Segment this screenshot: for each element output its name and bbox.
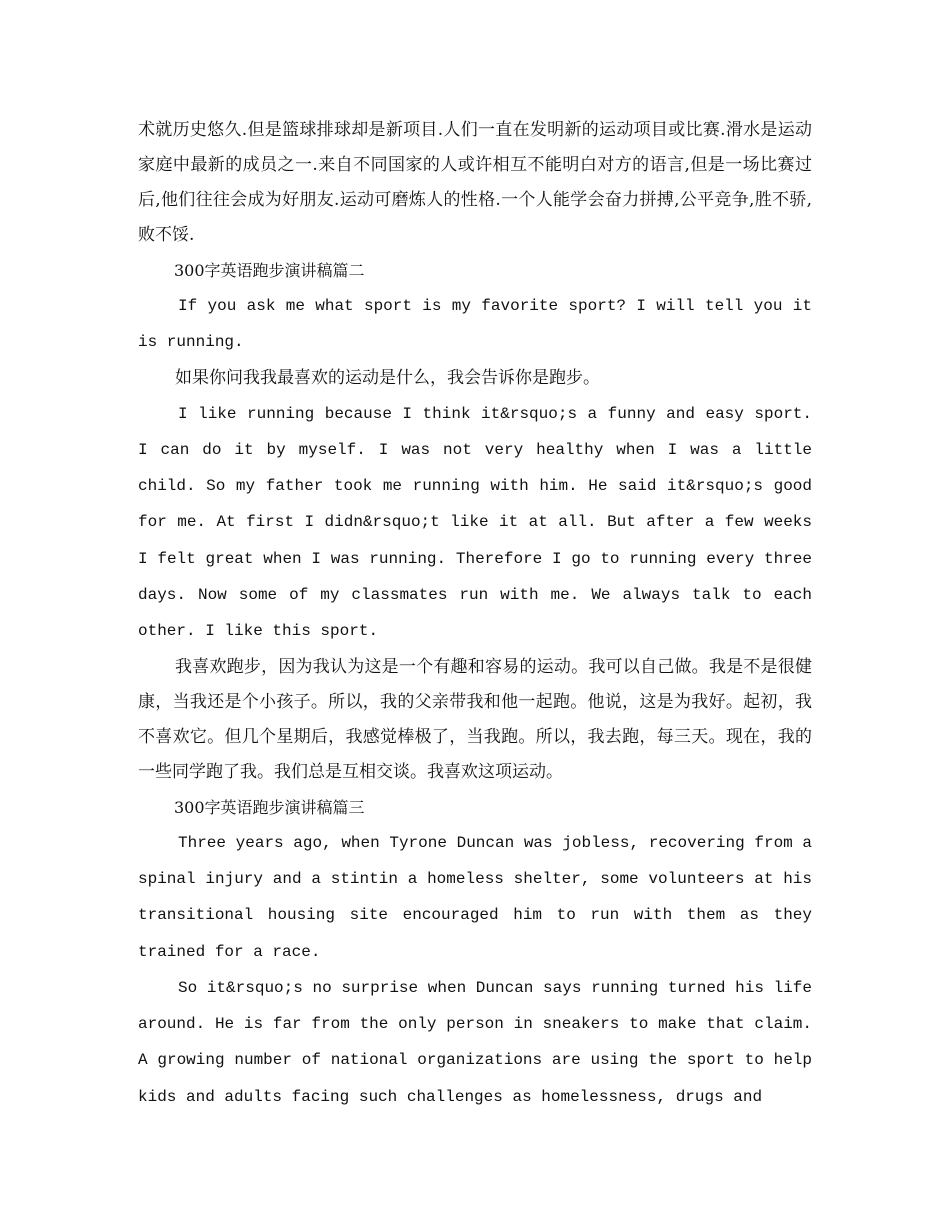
paragraph-like-running-cn: 我喜欢跑步，因为我认为这是一个有趣和容易的运动。我可以自己做。我是不是很健康，当我还是个小孩子。所以，我的父亲带我和他一起跑。他说，这是为我好。起初，我不喜欢它。但几个星期后，我感觉棒极了，当我跑。所以，我去跑，每三天。现在，我的一些同学跑了我。我们总是互相交谈。我喜欢这项运动。 <box>138 656 812 782</box>
paragraph-sports-history-cn: 术就历史悠久.但是篮球排球却是新项目.人们一直在发明新的运动项目或比赛.滑水是运动家庭中最新的成员之一.来自不同国家的人或许相互不能明白对方的语言,但是一场比赛过后,他们往往会成为好朋友.运动可磨炼人的性格.一个人能学会奋力拼搏,公平竞争,胜不骄,败不馁. <box>138 120 812 245</box>
section-heading-part-two: 300字英语跑步演讲稿篇二 <box>174 261 365 280</box>
document-body <box>138 113 812 1115</box>
paragraph-tyrone-duncan-en: Three years ago, when Tyrone Duncan was jobless, recovering from a spinal injury and a stintin a homeless shelter, some volunteers at his transitional housing site encouraged him to run with them as they trained for a race. <box>138 833 812 961</box>
paragraph-running-turned-life-en: So it&rsquo;s no surprise when Duncan says running turned his life around. He is far from the only person in sneakers to make that claim. A growing number of national organizations are using the sport to help kids and adults facing such challenges as homelessness, drugs and <box>138 978 812 1106</box>
paragraph-favorite-sport-cn: 如果你问我我最喜欢的运动是什么，我会告诉你是跑步。 <box>175 367 600 388</box>
paragraph-favorite-sport-en: If you ask me what sport is my favorite sport? I will tell you it is running. <box>138 297 812 352</box>
section-heading-part-three: 300字英语跑步演讲稿篇三 <box>174 797 365 817</box>
paragraph-like-running-en: I like running because I think it&rsquo;s a funny and easy sport. I can do it by myself. I was not very healthy when I was a little child. So my father took me running with him. He said it&rsquo;s good for me. At first I didn&rsquo;t like it at all. But after a few weeks I felt great when I was running. Therefore I go to running every three days. Now some of my classmates run with me. We always talk to each other. I like this sport. <box>138 404 812 641</box>
